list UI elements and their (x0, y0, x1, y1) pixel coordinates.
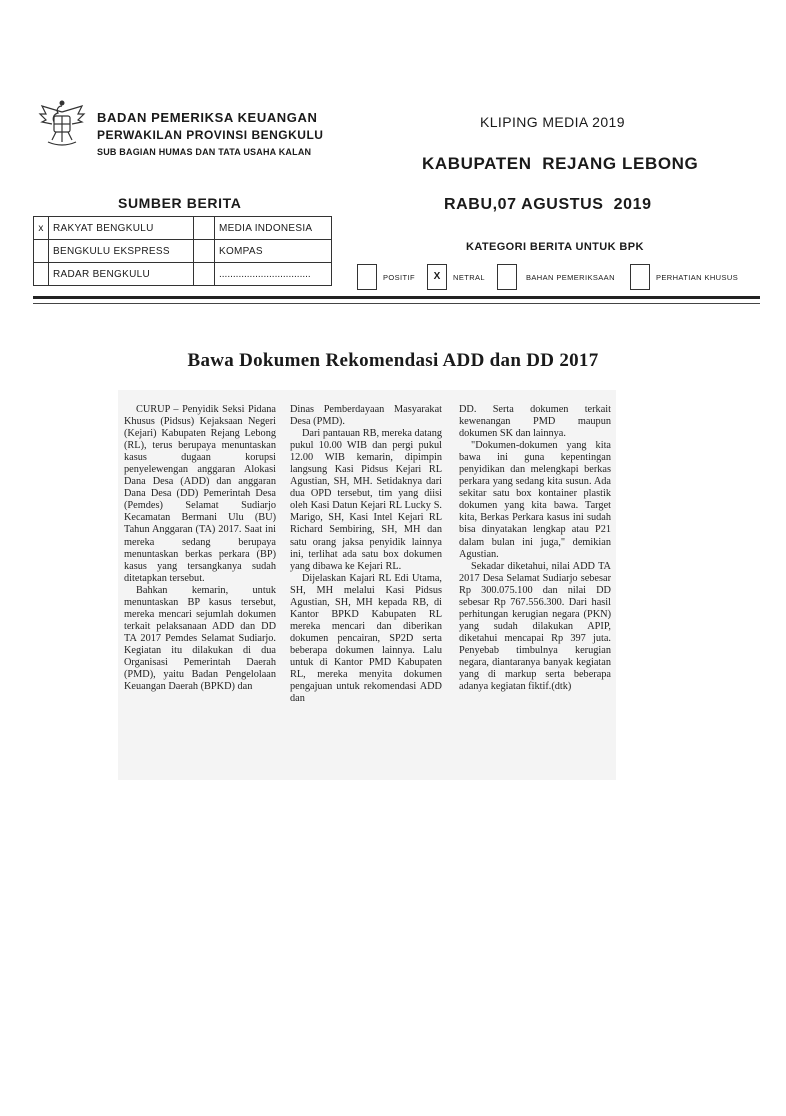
source-name: MEDIA INDONESIA (215, 217, 332, 240)
sources-table (33, 216, 332, 286)
paragraph: Sekadar diketahui, nilai ADD TA 2017 Desa Selamat Sudiarjo sebesar Rp 300.075.100 dan nilai DD sebesar Rp 767.556.300. Dari hasil perhitungan kerugian negara (PKN) yang sudah dilakukan APIP, diketahui mencapai Rp 397 juta. Penyebab timbulnya kerugian negara, diantaranya banyak kegiatan yang di markup serta beberapa adanya kegiatan fiktif.(dtk) (459, 560, 611, 693)
category-checkbox-netral[interactable]: X (427, 264, 447, 290)
paragraph: Dijelaskan Kajari RL Edi Utama, SH, MH melalui Kasi Pidsus Agustian, SH, MH kepada RB, di Kantor BPKD Kabupaten RL mereka mencari dan diberikan dokumen pencairan, SP2D serta beberapa dokumen lainnya. Lalu untuk di Kantor PMD Kabupaten RL, mereka menyita dokumen pengajuan untuk rekomendasi ADD dan (290, 572, 442, 705)
category-label: NETRAL (453, 273, 485, 282)
paragraph: Dinas Pemberdayaan Masyarakat Desa (PMD). (290, 404, 442, 428)
region-title: KABUPATEN REJANG LEBONG (422, 154, 699, 173)
source-name: KOMPAS (215, 240, 332, 263)
category-label: BAHAN PEMERIKSAAN (526, 273, 615, 282)
article-column-2 (290, 404, 442, 705)
article-headline: Bawa Dokumen Rekomendasi ADD dan DD 2017 (187, 350, 599, 371)
source-name: RAKYAT BENGKULU (49, 217, 194, 240)
paragraph: Bahkan kemarin, untuk menuntaskan BP kasus tersebut, mereka mencari sejumlah dokumen terkait pelaksanaan ADD dan DD TA 2017 Pemdes Selamat Sudiarjo. Kegiatan itu dilakukan di dua Organisasi Pemerintah Daerah (PMD), yaitu Badan Pengelolaan Keuangan Daerah (BPKD) dan (124, 584, 276, 693)
source-name: RADAR BENGKULU (49, 263, 194, 286)
paragraph: CURUP – Penyidik Seksi Pidana Khusus (Pidsus) Kejaksaan Negeri (Kejari) Kabupaten Rejang Lebong (RL), terus berupaya menuntaskan kasus dugaan korupsi penyelewengan anggaran Alokasi Dana Desa (ADD) dan anggaran Dana Desa (DD) Pemerintah Desa (Pemdes) Selamat Sudiarjo Kecamatan Bermani Ulu (BU) Tahun Anggaran (TA) 2017. Saat ini mereka sedang berupaya menuntaskan berkas perkara (BP) kasus yang tersangkanya sudah ditetapkan tersebut. (124, 404, 276, 584)
kliping-title: KLIPING MEDIA 2019 (480, 114, 625, 130)
category-label: POSITIF (383, 273, 415, 282)
category-checkbox-positif[interactable] (357, 264, 377, 290)
source-row (34, 240, 332, 263)
category-checkbox-bahan[interactable] (497, 264, 517, 290)
source-name-blank: ................................. (215, 263, 332, 286)
source-checkbox[interactable] (34, 263, 49, 286)
source-checkbox[interactable] (34, 240, 49, 263)
source-checkbox[interactable] (194, 263, 215, 286)
article-column-1 (124, 404, 276, 693)
category-label: PERHATIAN KHUSUS (656, 273, 739, 282)
org-name: BADAN PEMERIKSA KEUANGAN (97, 110, 318, 125)
org-branch: PERWAKILAN PROVINSI BENGKULU (97, 128, 324, 142)
divider-thin (33, 303, 760, 304)
category-checkbox-perhatian[interactable] (630, 264, 650, 290)
publication-date: RABU,07 AGUSTUS 2019 (444, 196, 652, 213)
source-name: BENGKULU EKSPRESS (49, 240, 194, 263)
org-subdivision: SUB BAGIAN HUMAS DAN TATA USAHA KALAN (97, 147, 312, 157)
garuda-emblem-icon (32, 92, 92, 152)
paragraph: Dari pantauan RB, mereka datang pukul 10.00 WIB dan pergi pukul 12.00 WIB kemarin, dipimpin langsung Kasi Pidsus Kejari RL Agustian, SH, MH. Setidaknya dari dua OPD tersebut, tim yang diisi oleh Kasi Datun Kejari RL Lucky S. Marigo, SH, Kasi Intel Kejari RL Richard Sembiring, SH, MH dan satu orang jaksa penyidik lainnya ini, terlihat ada satu box dokumen yang dibawa ke Kejari RL. (290, 428, 442, 572)
article-column-3 (459, 404, 611, 693)
source-checkbox[interactable] (194, 240, 215, 263)
source-row (34, 263, 332, 286)
source-checkbox[interactable] (194, 217, 215, 240)
source-checkbox[interactable]: x (34, 217, 49, 240)
paragraph: "Dokumen-dokumen yang kita bawa ini guna kepentingan penyidikan dan melengkapi berkas perkara yang sedang kita susun. Ada sekitar satu box kontainer plastik dokumen yang kita bawa. Target kita, Berkas Perkara kasus ini sudah bisa dinyatakan lengkap atau P21 dalam bulan ini juga," demikian Agustian. (459, 440, 611, 560)
paragraph: DD. Serta dokumen terkait kewenangan PMD maupun dokumen SK dan lainnya. (459, 404, 611, 440)
source-row (34, 217, 332, 240)
sources-title: SUMBER BERITA (118, 195, 242, 211)
category-title: KATEGORI BERITA UNTUK BPK (466, 241, 644, 253)
divider-thick (33, 296, 760, 299)
